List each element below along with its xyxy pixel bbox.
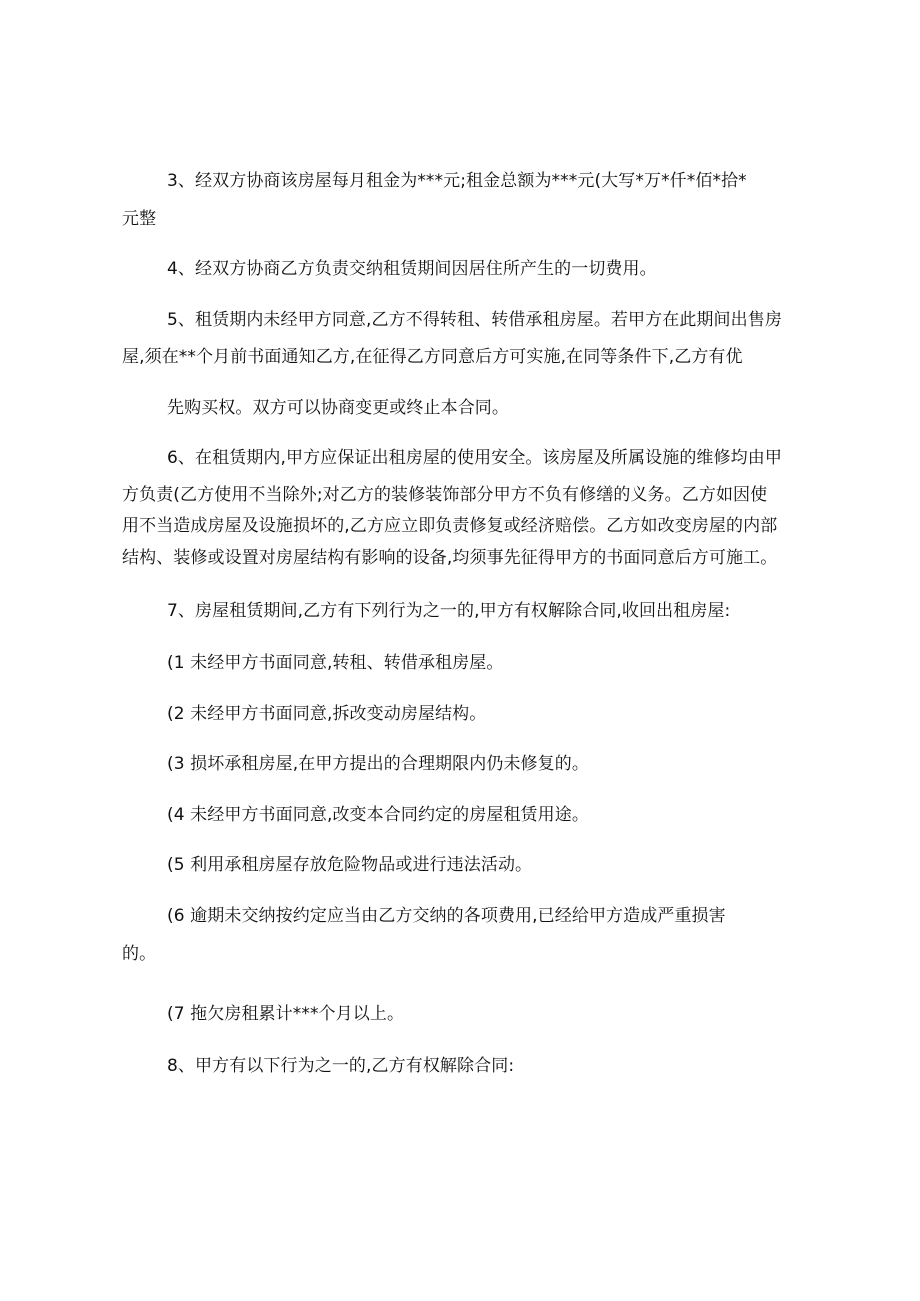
clause-7-item-7: (7 拖欠房租累计***个月以上。 [167, 1004, 405, 1024]
clause-6-line-4: 结构、装修或设置对房屋结构有影响的设备,均须事先征得甲方的书面同意后方可施工。 [122, 548, 778, 568]
clause-6-line-2: 方负责(乙方使用不当除外;对乙方的装修装饰部分甲方不负有修缮的义务。乙方如因使 [122, 485, 768, 505]
clause-6-line-3: 用不当造成房屋及设施损坏的,乙方应立即负责修复或经济赔偿。乙方如改变房屋的内部 [122, 516, 778, 536]
clause-7-item-1: (1 未经甲方书面同意,转租、转借承租房屋。 [167, 653, 504, 673]
clause-5-line-1: 5、租赁期内未经甲方同意,乙方不得转租、转借承租房屋。若甲方在此期间出售房 [167, 310, 782, 330]
clause-5-line-3: 先购买权。双方可以协商变更或终止本合同。 [167, 398, 509, 418]
clause-3-line-1: 3、经双方协商该房屋每月租金为***元;租金总额为***元(大写*万*仟*佰*拾* [167, 171, 747, 191]
clause-4-line-1: 4、经双方协商乙方负责交纳租赁期间因居住所产生的一切费用。 [167, 259, 657, 279]
clause-7-item-6-line-2: 的。 [122, 944, 157, 964]
clause-7-item-3: (3 损坏承租房屋,在甲方提出的合理期限内仍未修复的。 [167, 754, 589, 774]
clause-7-item-6-line-1: (6 逾期未交纳按约定应当由乙方交纳的各项费用,已经给甲方造成严重损害 [167, 906, 726, 926]
clause-8-line-1: 8、甲方有以下行为之一的,乙方有权解除合同: [167, 1056, 515, 1076]
clause-7-item-2: (2 未经甲方书面同意,拆改变动房屋结构。 [167, 704, 487, 724]
clause-7-item-5: (5 利用承租房屋存放危险物品或进行违法活动。 [167, 855, 533, 875]
clause-7-item-4: (4 未经甲方书面同意,改变本合同约定的房屋租赁用途。 [167, 805, 589, 825]
clause-7-line-1: 7、房屋租赁期间,乙方有下列行为之一的,甲方有权解除合同,收回出租房屋: [167, 601, 731, 621]
clause-3-line-2: 元整 [122, 209, 157, 229]
clause-6-line-1: 6、在租赁期内,甲方应保证出租房屋的使用安全。该房屋及所属设施的维修均由甲 [167, 448, 782, 468]
clause-5-line-2: 屋,须在**个月前书面通知乙方,在征得乙方同意后方可实施,在同等条件下,乙方有优 [122, 347, 743, 367]
